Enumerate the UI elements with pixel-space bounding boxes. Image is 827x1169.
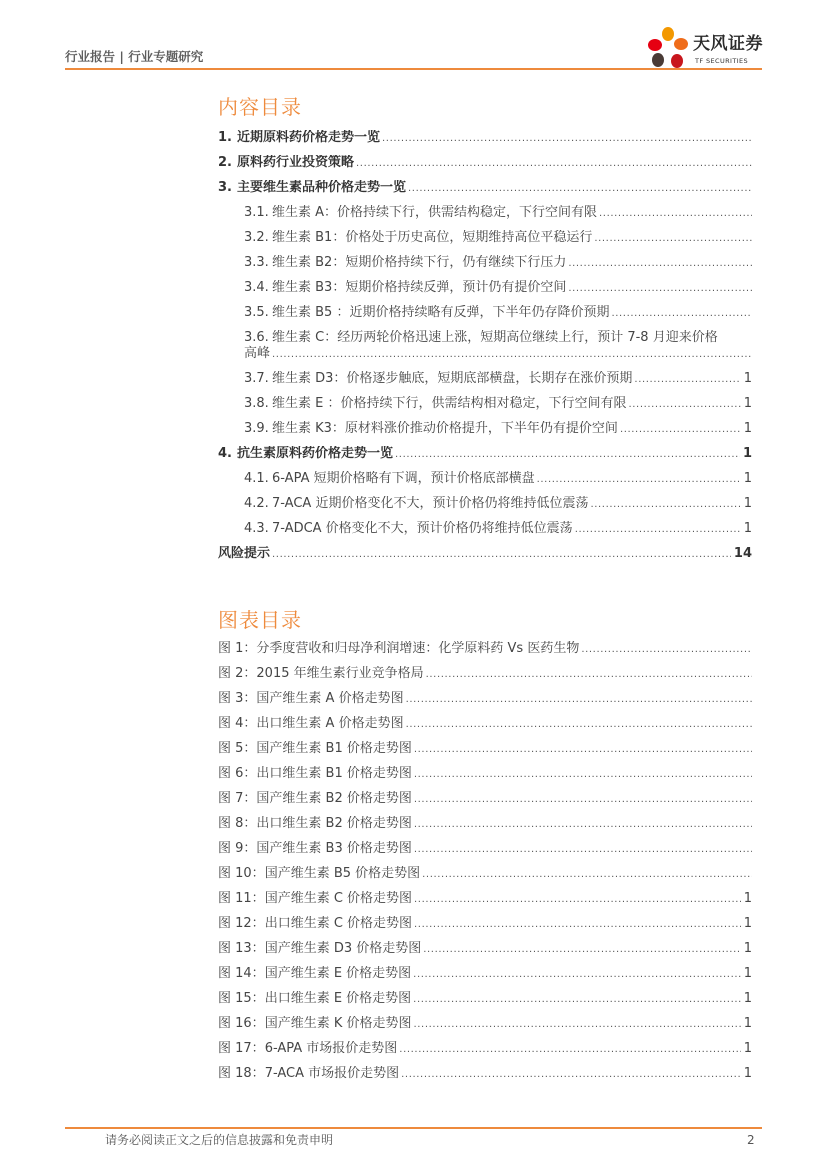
figure-list-entry[interactable] [218,1041,752,1057]
figure-list-entry-number: 图 10： [218,866,265,881]
logo-flower-icon [646,26,692,70]
toc-entry-title: 7-ACA 近期价格变化不大，预计价格仍将维持低位震荡 [272,496,589,511]
figure-list-entry-number: 图 11： [218,891,265,906]
toc-entry[interactable] [218,446,752,462]
logo-chinese-name: 天风证券 [693,34,763,54]
toc-entry-number: 3.9. [244,421,269,436]
toc-entry-title: 抗生素原料药价格走势一览 [237,446,394,461]
logo-english-name: TF SECURITIES [695,57,749,65]
page-number: 1 [741,891,752,907]
figure-list-entry[interactable] [218,891,752,907]
figure-list-entry-title: 分季度营收和归母净利润增速：化学原料药 Vs 医药生物 [256,641,580,656]
toc-entry-title: 维生素 B3：短期价格持续反弹，预计仍有提价空间 [272,280,567,295]
figure-list-entry[interactable] [218,1016,752,1032]
toc-entry[interactable] [218,180,752,196]
toc-entry-title: 主要维生素品种价格走势一览 [237,180,407,195]
figure-list-entry-title: 国产维生素 A 价格走势图 [256,691,404,706]
figure-list-entry-number: 图 12： [218,916,265,931]
page-number: 1 [741,421,752,437]
figure-list-entry[interactable] [218,991,752,1007]
figure-list-entry-title: 6-APA 市场报价走势图 [264,1041,398,1056]
figure-list-entry-number: 图 7： [218,791,257,806]
page-number: 1 [741,1066,752,1082]
toc-entry-number: 3.3. [244,255,269,270]
toc-entry-number: 3.6. [244,330,269,345]
toc-entry-number: 4. [218,446,232,461]
toc-entry[interactable] [244,305,752,321]
toc-entry[interactable] [244,255,752,271]
toc-entry[interactable] [244,496,752,512]
toc-entry[interactable] [244,205,752,221]
page-number: 1 [741,991,752,1007]
toc-entry[interactable] [218,155,752,171]
page-number: 1 [741,941,752,957]
page-number: 1 [741,396,752,412]
figure-list-entry-title: 国产维生素 E 价格走势图 [264,966,412,981]
figure-list-entry[interactable] [218,966,752,982]
figure-list-entry-number: 图 3： [218,691,257,706]
figure-list-entry-title: 出口维生素 C 价格走势图 [264,916,413,931]
toc-entry-title: 维生素 B1：价格处于历史高位，短期维持高位平稳运行 [272,230,593,245]
toc-entry-title: 风险提示 [218,546,271,561]
figure-list-entry-number: 图 9： [218,841,257,856]
figure-list-entry[interactable] [218,841,752,857]
page-number: 1 [741,521,752,537]
toc-entry[interactable] [244,421,752,437]
figure-list-entry-title: 出口维生素 B1 价格走势图 [256,766,412,781]
page-number: 1 [741,371,752,387]
figure-list-entry[interactable] [218,716,752,732]
toc-entry-number: 4.3. [244,521,269,536]
company-logo [646,26,766,70]
toc-entry-number: 3.8. [244,396,269,411]
toc-entry-number: 4.1. [244,471,269,486]
figure-list-entry-title: 国产维生素 B5 价格走势图 [264,866,421,881]
toc-entry-title: 维生素 A：价格持续下行，供需结构稳定，下行空间有限 [272,205,598,220]
toc-entry-number: 3. [218,180,232,195]
toc-entry-title-continued [244,346,752,362]
figure-list-entry-title: 国产维生素 D3 价格走势图 [264,941,422,956]
footer-page-number: 2 [747,1133,755,1147]
figure-list-entry-title: 国产维生素 C 价格走势图 [264,891,413,906]
header-divider [65,68,762,70]
figure-list-entry-number: 图 14： [218,966,265,981]
figure-list-entry[interactable] [218,691,752,707]
figure-list-entry-number: 图 8： [218,816,257,831]
toc-entry-number: 4.2. [244,496,269,511]
page-number: 1 [741,496,752,512]
toc-entry[interactable] [218,130,752,146]
figure-list-entry[interactable] [218,666,752,682]
toc-entry[interactable] [244,471,752,487]
toc-entry-number: 3.7. [244,371,269,386]
page-number: 1 [741,471,752,487]
figure-list-entry-title: 国产维生素 B2 价格走势图 [256,791,412,806]
figure-list-entry[interactable] [218,1066,752,1082]
toc-entry[interactable] [244,521,752,537]
toc-entry-title: 维生素 E ：价格持续下行，供需结构相对稳定，下行空间有限 [272,396,627,411]
figure-list-entry-number: 图 1： [218,641,257,656]
figure-list-entry-title: 国产维生素 K 价格走势图 [264,1016,412,1031]
figure-list-entry-number: 图 6： [218,766,257,781]
figure-list-entry-number: 图 5： [218,741,257,756]
toc-entry-title: 维生素 B5 ：近期价格持续略有反弹，下半年仍存降价预期 [272,305,610,320]
toc-entry-number: 3.2. [244,230,269,245]
page-number: 1 [740,446,752,462]
toc-entry-number: 2. [218,155,232,170]
report-category-breadcrumb: 行业报告 | 行业专题研究 [65,49,204,64]
figure-list-entry[interactable] [218,916,752,932]
figure-list-entry[interactable] [218,941,752,957]
figure-list-entry[interactable] [218,766,752,782]
figure-list-entry-number: 图 15： [218,991,265,1006]
toc-entry-title: 高峰 [244,346,271,361]
toc-entry[interactable] [218,546,752,562]
figure-list-entry[interactable] [218,866,752,882]
toc-entry[interactable] [244,371,752,387]
figure-list-entry[interactable] [218,816,752,832]
figure-list-entry-number: 图 2： [218,666,257,681]
figure-list-title: 图表目录 [218,608,302,632]
figure-list-entry-number: 图 18： [218,1066,265,1081]
figure-list-entry-number: 图 4： [218,716,257,731]
toc-entry-title: 7-ADCA 价格变化不大，预计价格仍将维持低位震荡 [272,521,573,536]
toc-entry-title: 维生素 B2：短期价格持续下行，仍有继续下行压力 [272,255,567,270]
figure-list-entry-title: 出口维生素 A 价格走势图 [256,716,404,731]
footer-divider [65,1127,762,1129]
figure-list-entry[interactable] [218,791,752,807]
toc-list [218,130,752,571]
figure-list [218,641,752,1091]
figure-list-entry-title: 国产维生素 B3 价格走势图 [256,841,412,856]
figure-list-entry-number: 图 16： [218,1016,265,1031]
toc-entry-title: 维生素 C：经历两轮价格迅速上涨，短期高位继续上行，预计 7-8 月迎来价格 [272,330,718,345]
figure-list-entry-title: 出口维生素 B2 价格走势图 [256,816,412,831]
toc-entry[interactable] [244,396,752,412]
toc-entry[interactable] [244,330,752,362]
footer-disclaimer: 请务必阅读正文之后的信息披露和免责申明 [105,1133,334,1147]
page-number: 1 [741,916,752,932]
toc-entry-number: 3.5. [244,305,269,320]
toc-entry-title: 6-APA 短期价格略有下调，预计价格底部横盘 [272,471,535,486]
toc-entry-title: 近期原料药价格走势一览 [237,130,381,145]
figure-list-entry-number: 图 13： [218,941,265,956]
toc-entry-title: 维生素 D3：价格逐步触底，短期底部横盘，长期存在涨价预期 [272,371,633,386]
figure-list-entry[interactable] [218,741,752,757]
figure-list-entry-title: 7-ACA 市场报价走势图 [264,1066,400,1081]
toc-title: 内容目录 [218,95,302,119]
figure-list-entry-number: 图 17： [218,1041,265,1056]
toc-entry-title: 维生素 K3：原材料涨价推动价格提升，下半年仍有提价空间 [272,421,618,436]
toc-entry-number: 3.1. [244,205,269,220]
toc-entry-number: 1. [218,130,232,145]
page-number: 1 [741,966,752,982]
figure-list-entry-title: 2015 年维生素行业竞争格局 [256,666,424,681]
page-number: 14 [731,546,752,562]
toc-entry[interactable] [244,280,752,296]
toc-entry-title: 原料药行业投资策略 [237,155,355,170]
toc-entry-number: 3.4. [244,280,269,295]
page-number: 1 [741,1041,752,1057]
figure-list-entry-title: 国产维生素 B1 价格走势图 [256,741,412,756]
figure-list-entry[interactable] [218,641,752,657]
page-number: 1 [741,1016,752,1032]
figure-list-entry-title: 出口维生素 E 价格走势图 [264,991,412,1006]
toc-entry[interactable] [244,230,752,246]
